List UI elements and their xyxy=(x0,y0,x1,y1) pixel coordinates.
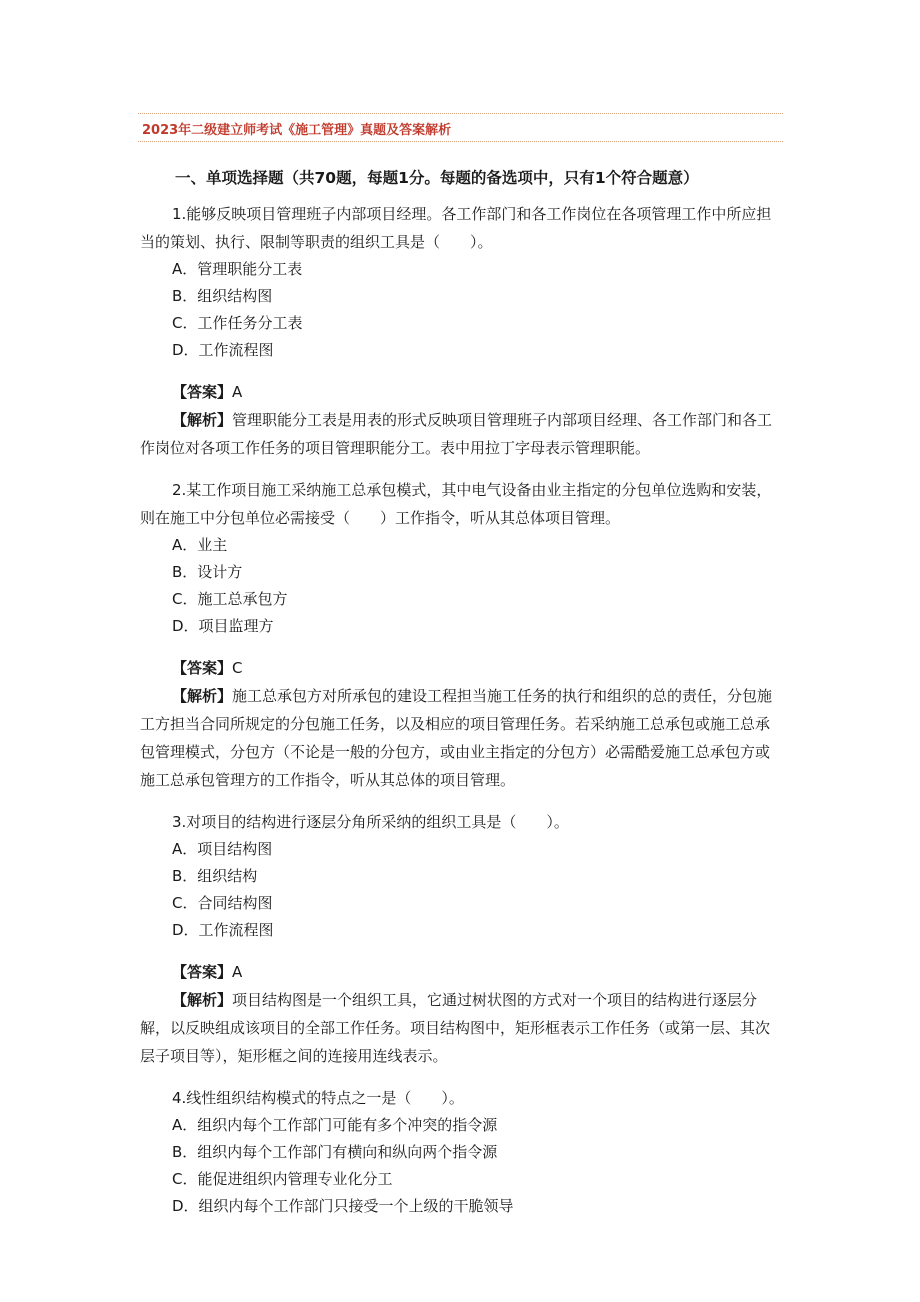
answer-line xyxy=(140,378,780,406)
question-item xyxy=(140,200,780,462)
answer-option: A．业主 xyxy=(172,536,228,554)
question-item xyxy=(140,476,780,794)
answer-option: C．合同结构图 xyxy=(172,894,273,912)
answer-value: A xyxy=(232,383,243,401)
question-item xyxy=(140,808,780,1070)
answer-option: D．项目监理方 xyxy=(172,617,274,635)
question-stem: 4.线性组织结构模式的特点之一是（ ）。 xyxy=(172,1089,464,1107)
analysis-paragraph xyxy=(140,406,780,462)
analysis-paragraph xyxy=(140,986,780,1070)
document-title: 2023年二级建立师考试《施工管理》真题及答案解析 xyxy=(142,123,452,138)
answer-option: C．能促进组织内管理专业化分工 xyxy=(172,1170,393,1188)
answer-option: C．施工总承包方 xyxy=(172,590,288,608)
question-list xyxy=(140,200,780,1220)
title-rule-bottom xyxy=(138,141,783,142)
answer-option: C．工作任务分工表 xyxy=(172,314,303,332)
answer-option: B．组织结构 xyxy=(172,867,258,885)
analysis-tag: 【解析】 xyxy=(172,991,233,1009)
analysis-text: 管理职能分工表是用表的形式反映项目管理班子内部项目经理、各工作部门和各工作岗位对各项工作任务的项目管理职能分工。表中用拉丁字母表示管理职能。 xyxy=(140,411,773,457)
answer-option: B．设计方 xyxy=(172,563,243,581)
section-heading: 一、单项选择题（共70题，每题1分。每题的备选项中，只有1个符合题意） xyxy=(175,169,699,187)
analysis-text: 项目结构图是一个组织工具，它通过树状图的方式对一个项目的结构进行逐层分解，以反映组成该项目的全部工作任务。项目结构图中，矩形框表示工作任务（或第一层、其次层子项目等），矩形框之间的连接用连线表示。 xyxy=(140,991,771,1065)
analysis-tag: 【解析】 xyxy=(172,411,233,429)
answer-option: A．项目结构图 xyxy=(172,840,273,858)
answer-tag: 【答案】 xyxy=(172,659,233,677)
answer-tag: 【答案】 xyxy=(172,963,233,981)
answer-option: B．组织内每个工作部门有横向和纵向两个指令源 xyxy=(172,1143,498,1161)
answer-option: A．管理职能分工表 xyxy=(172,260,303,278)
analysis-paragraph xyxy=(140,682,780,794)
title-rule-top xyxy=(138,113,783,114)
answer-option: B．组织结构图 xyxy=(172,287,273,305)
question-stem: 1.能够反映项目管理班子内部项目经理。各工作部门和各工作岗位在各项管理工作中所应担当的策划、执行、限制等职责的组织工具是（ ）。 xyxy=(140,205,772,251)
answer-tag: 【答案】 xyxy=(172,383,233,401)
question-stem: 2.某工作项目施工采纳施工总承包模式，其中电气设备由业主指定的分包单位选购和安装，则在施工中分包单位必需接受（ ）工作指令，听从其总体项目管理。 xyxy=(140,481,772,527)
answer-option: D．工作流程图 xyxy=(172,341,274,359)
answer-line xyxy=(140,958,780,986)
analysis-tag: 【解析】 xyxy=(172,687,233,705)
answer-option: D．工作流程图 xyxy=(172,921,274,939)
answer-value: A xyxy=(232,963,243,981)
question-stem: 3.对项目的结构进行逐层分角所采纳的组织工具是（ ）。 xyxy=(172,813,569,831)
analysis-text: 施工总承包方对所承包的建设工程担当施工任务的执行和组织的总的责任，分包施工方担当合同所规定的分包施工任务，以及相应的项目管理任务。若采纳施工总承包或施工总承包管理模式，分包方（不论是一般的分包方，或由业主指定的分包方）必需酷爱施工总承包方或施工总承包管理方的工作指令，听从其总体的项目管理。 xyxy=(140,687,773,789)
answer-option: A．组织内每个工作部门可能有多个冲突的指令源 xyxy=(172,1116,498,1134)
answer-value: C xyxy=(232,659,243,677)
answer-line xyxy=(140,654,780,682)
question-item xyxy=(140,1084,780,1220)
answer-option: D．组织内每个工作部门只接受一个上级的干脆领导 xyxy=(172,1197,514,1215)
